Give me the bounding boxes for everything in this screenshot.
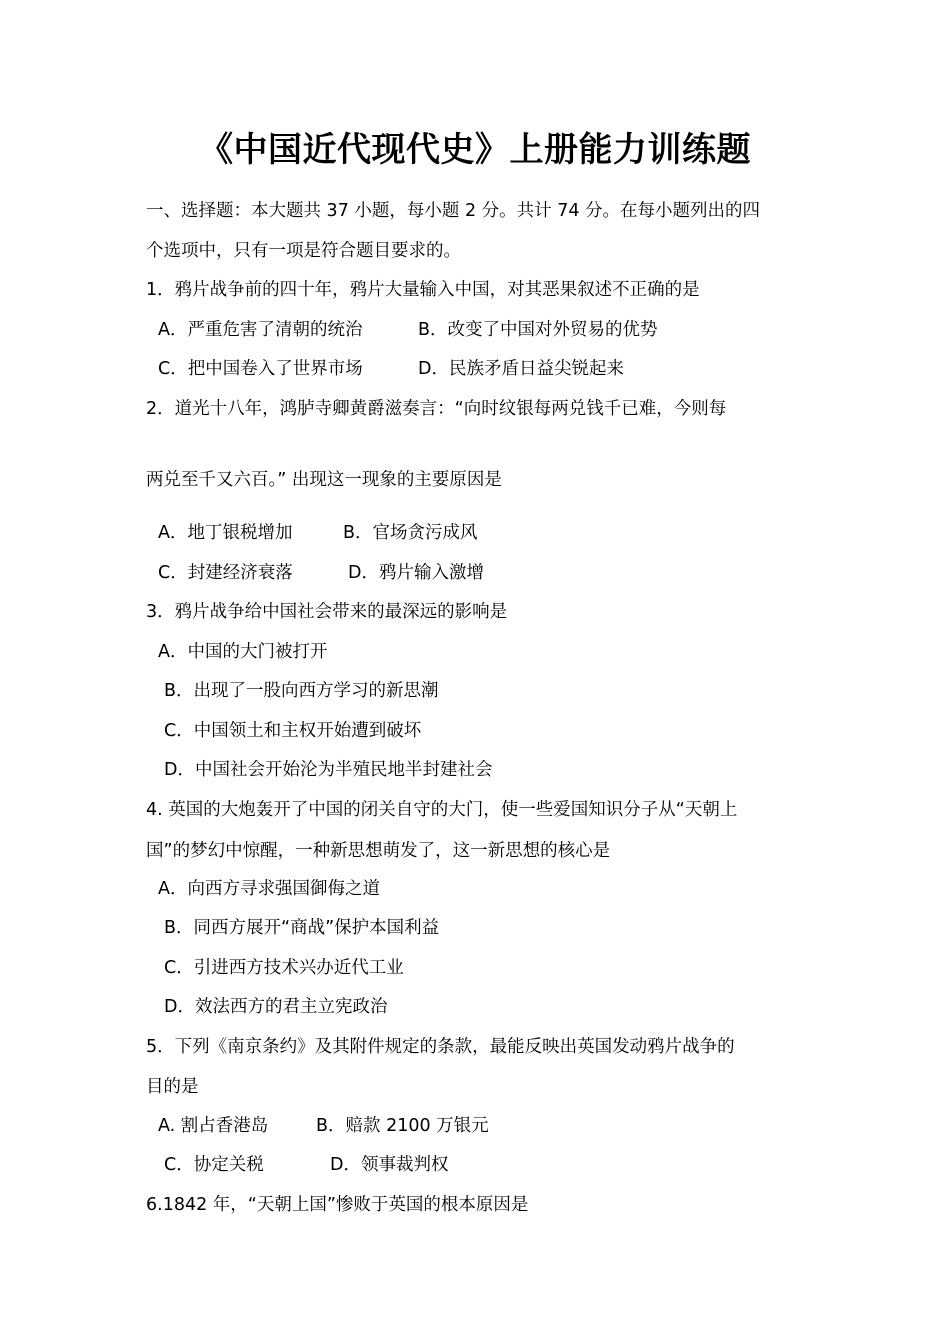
question-4-stem-line-1: 4. 英国的大炮轰开了中国的闭关自守的大门，使一些爱国知识分子从“天朝上 bbox=[146, 800, 738, 820]
question-1-option-a: A．严重危害了清朝的统治 bbox=[158, 320, 363, 340]
question-2-option-d: D．鸦片输入激增 bbox=[348, 563, 484, 583]
question-3-option-c: C．中国领土和主权开始遭到破坏 bbox=[164, 721, 422, 741]
question-2-stem-line-2: 两兑至千又六百。” 出现这一现象的主要原因是 bbox=[146, 470, 502, 490]
question-4-option-c: C．引进西方技术兴办近代工业 bbox=[164, 958, 404, 978]
question-5-option-c: C．协定关税 bbox=[164, 1155, 264, 1175]
question-2-option-c: C．封建经济衰落 bbox=[158, 563, 293, 583]
question-2-option-a: A．地丁银税增加 bbox=[158, 523, 293, 543]
question-4-option-a: A．向西方寻求强国御侮之道 bbox=[158, 879, 380, 899]
question-1-option-c: C．把中国卷入了世界市场 bbox=[158, 359, 363, 379]
section-intro-line-2: 个选项中，只有一项是符合题目要求的。 bbox=[146, 241, 461, 261]
page-title: 《中国近代现代史》上册能力训练题 bbox=[199, 130, 751, 170]
question-3-option-b: B．出现了一股向西方学习的新思潮 bbox=[164, 681, 439, 701]
question-1-stem: 1．鸦片战争前的四十年，鸦片大量输入中国，对其恶果叙述不正确的是 bbox=[146, 280, 700, 300]
question-4-stem-line-2: 国”的梦幻中惊醒，一种新思想萌发了，这一新思想的核心是 bbox=[146, 841, 611, 861]
section-intro-line-1: 一、选择题：本大题共 37 小题，每小题 2 分。共计 74 分。在每小题列出的四 bbox=[146, 201, 761, 221]
question-4-option-d: D．效法西方的君主立宪政治 bbox=[164, 997, 388, 1017]
question-1-option-d: D．民族矛盾日益尖锐起来 bbox=[418, 359, 624, 379]
question-1-option-b: B．改变了中国对外贸易的优势 bbox=[418, 320, 658, 340]
question-4-option-b: B．同西方展开“商战”保护本国利益 bbox=[164, 918, 440, 938]
question-2-option-b: B．官场贪污成风 bbox=[343, 523, 478, 543]
question-5-option-d: D．领事裁判权 bbox=[330, 1155, 449, 1175]
question-5-stem-line-1: 5．下列《南京条约》及其附件规定的条款，最能反映出英国发动鸦片战争的 bbox=[146, 1037, 735, 1057]
question-5-stem-line-2: 目的是 bbox=[146, 1077, 199, 1097]
question-3-stem: 3．鸦片战争给中国社会带来的最深远的影响是 bbox=[146, 602, 508, 622]
question-2-stem-line-1: 2．道光十八年，鸿胪寺卿黄爵滋奏言：“向时纹银每两兑钱千已难，今则每 bbox=[146, 399, 727, 419]
question-5-option-b: B．赔款 2100 万银元 bbox=[316, 1116, 489, 1136]
question-5-option-a: A. 割占香港岛 bbox=[158, 1116, 269, 1136]
question-3-option-a: A．中国的大门被打开 bbox=[158, 642, 328, 662]
question-6-stem: 6.1842 年，“天朝上国”惨败于英国的根本原因是 bbox=[146, 1195, 529, 1215]
question-3-option-d: D．中国社会开始沦为半殖民地半封建社会 bbox=[164, 760, 493, 780]
